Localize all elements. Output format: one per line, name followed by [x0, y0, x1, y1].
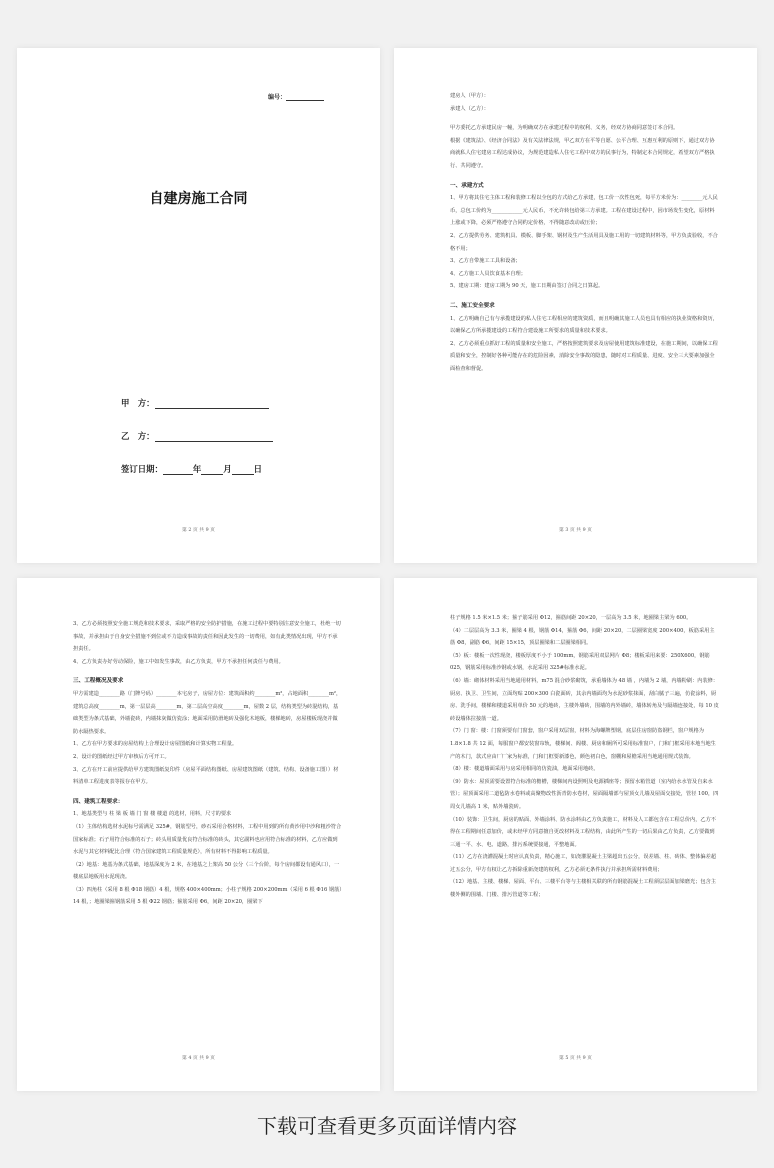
paragraph: 4、乙方负责办好劳动保险，施工中如发生事故，由乙方负责，甲方不承担任何责任与费用。 — [73, 658, 284, 665]
paragraph: 1、地基类型与 柱 梁 板 墙 门 窗 楼 楼道 的选材，用料，尺寸的要求 — [73, 811, 232, 818]
document-page-2 — [394, 48, 757, 563]
paragraph: （10）装饰：卫生间，厨房的贴面、外墙涂料、防水涂料由乙方负责施工，材料及人工都包含在工程总价内，乙方不得在工程期间任意加价，或未经甲方同意擅自更改材料及工程结构，由此所产生的一切后果由乙方负责，乙方要做到三通一平、水、电、道路，排污系统要接通，平整地面。 — [450, 816, 716, 848]
page-footer: 第 5 页 共 9 页 — [559, 1056, 592, 1061]
paragraph: （4）二层层高为 3.3 米，圈梁 4 根，钢筋 Φ14，箍筋 Φ6，间距 20×20，二层圈梁宽度 200×400，板筋采用主筋 Φ8，副筋 Φ6，间距 15×15，顶层圈梁和二层圈梁相同。 — [450, 627, 715, 647]
paragraph: 1、乙方在甲方要求的房屋结构上合理设计房屋图纸和计算实物工程量。 — [73, 741, 238, 748]
page-footer: 第 4 页 共 9 页 — [182, 1056, 215, 1061]
paragraph: 5、建房工期：建房工期为 90 天，施工日期由签订合同之日算起。 — [450, 283, 604, 290]
paragraph: 1、乙方明确自己有与承揽建设的私人住宅工程相应的建筑资质，而且明确其施工人员也具有相应的执业资格和资历，以确保乙方所承揽建设的工程符合建设施工所要求的质量和技术要求。 — [450, 315, 718, 335]
contract-number-label: 编号： — [267, 94, 286, 101]
section-heading: 二、施工安全要求 — [450, 302, 495, 309]
paragraph: （9）防水：屋顶需要设置符合标准的檐槽，楼梯间内设照明及电源插座等；预留水箱管道（室内给水水管及自来水管）；屋顶面采用二道毡防水卷料或高聚物改性沥青防水卷材，屋面隔墙部与屋顶女儿墙及屋面交接处，管径 100，四周女儿墙高 1 米，贴外墙瓷砖。 — [450, 778, 719, 810]
download-more-caption: 下载可查看更多页面详情内容 — [257, 1114, 517, 1138]
paragraph: 3、乙方自带施工工具和设备； — [450, 258, 521, 265]
party-b-label: 乙 方： — [121, 431, 155, 441]
paragraph: （5）板：楼板一次性现浇，楼板厚度不小于 100mm，钢筋采用双层网片 Φ8；楼板采用来要：250X600，钢筋 025，钢筋采用标准沙钢或水钢，水泥采用 325#标准水泥。 — [450, 652, 710, 672]
page-footer: 第 2 页 共 9 页 — [182, 528, 215, 533]
page-body — [450, 90, 719, 375]
party-b-field — [121, 430, 273, 442]
section-heading: 一、承建方式 — [450, 182, 484, 189]
paragraph: 1、甲方将其住宅主体工程和装修工程以全包的方式给乙方承建，包工价一次性包死，每平方米价为：________元人民币，总包工价约为____________元人民币，不允许转包给第三方承建。工程在建设过程中，因市场发生变化，原材料上涨或下降，必须严格遵守合同约定价格，不得随意改动或压价； — [450, 195, 718, 227]
section-heading: 四、建筑工程要求： — [73, 798, 124, 805]
paragraph: 根据《建筑法》、《经济合同法》及有关法律法规，甲乙双方在平等自愿、公平合理、互惠互利的原则下，通过双方协商就私人住宅建房工程达成协议，为规范建造私人住宅工程中双方的民事行为，特制定本合同规定，希望双方严格执行、共同遵守。 — [450, 137, 715, 169]
paragraph: 4、乙方施工人员饮食基本自理； — [450, 270, 526, 277]
paragraph: （11）乙方在浇灌混凝土时应认真负责，精心施工，如浇灌混凝土主梁超出五公分，误差墙、柱、砖体、整体偏差超过五公分，甲方有权让乙方拆除重新浇建的权利，乙方必须无条件执行并承担所需材料费用； — [450, 854, 716, 873]
paragraph: 2、设计的图纸经过甲方审核后方可开工。 — [73, 753, 170, 760]
paragraph: 甲方委托乙方承建民房一幢，为明确双方在承建过程中的权利、义务，经双方协商同意签订本合同。 — [450, 125, 679, 132]
party-a-label: 甲 方： — [121, 398, 155, 408]
paragraph: 甲方需建造________路（门牌号码）________本宅房子，房屋方位：建筑面积约________m²，占地面积________m²，建筑总高度________m，第一层层高________m，第二层高空高度________m，屋数 2 层，结构类型为砖混结构，基础类型为条式基础，外墙瓷砖，内墙抹灰做仿瓷涂；地面采用防滑地砖及强化木地板，楼梯地砖，房屋楼板现浇并做防水隔热要求。 — [73, 690, 342, 735]
party-a-field — [121, 397, 269, 409]
contract-number — [268, 92, 324, 101]
paragraph: （2）地基：地基为条式基础，地基深度为 2 米，在地基之上架高 50 公分（三个台阶，每个房间都设有通风口），一楼底层地板用水泥现浇。 — [73, 861, 340, 881]
party-b-blank — [155, 433, 273, 442]
sign-date-label: 签订日期： — [121, 464, 163, 474]
document-page-3 — [17, 578, 380, 1091]
contract-number-blank — [286, 94, 324, 101]
paragraph: 柱子规格 1.5 米×1.5 米；箍子筋采用 Φ12，箍筋间距 20×20，一层高为 3.5 米，地圈梁主梁为 600。 — [450, 615, 692, 621]
sign-date-field: 签订日期： 年 月 日 — [121, 464, 262, 474]
paragraph: （8）楼：楼道墙面采用与房采用相同的仿瓷油，地面采用地砖。 — [450, 766, 599, 773]
section-heading: 三、工程概况及要求 — [73, 678, 124, 685]
paragraph: （6）墙：砌体材料采用当地通用材料，m75 混合砂浆砌筑，承重墙体为 48 墙 ，内墙为 2 墙，内墙粉刷：内装修：厨房、执卫、卫生间，立面均贴 200×300 白瓷面砖，其余内墙面均为水泥砂浆抹面，刮白腻子三遍，仿瓷涂料，厨房、洗手间，楼梯和楼道采用单价 50 元的地砖，主楼外墙砖，围墙的内外墙砖，墙体转角及与隔墙连接处，每 10 皮砖设墙体拉接筋一道。 — [450, 677, 719, 722]
contract-title: 自建房施工合同 — [149, 191, 248, 207]
party-a-line: 建房人（甲方）： — [450, 93, 489, 99]
paragraph: （12）地基、主楼、楼梯、屋面、平台、三楼平台等与主楼相关联的所有钢筋混凝土工程须层层面加梁磨光；包含主楼外侧的围墙、门楼、排污管道等工程； — [450, 879, 716, 899]
page-body — [73, 618, 342, 909]
paragraph: （1）主体结构选材水泥标号需满足 325#，钢筋型号，砂石采用合格材料，工程中用到的所有黄沙用中沙和粗沙符合国家标准；石子用符合标准的石子；砖头用质量优良符合标准的砖头，其它副料也应用符合标准的材料，乙方应做到水泥与其它材料配比合理（符合国家建筑工程质量规范），所有材料不得影响工程质量。 — [73, 823, 342, 856]
page-body — [450, 612, 719, 902]
paragraph: 2、乙方必须重点抓好工程的质量和安全施工，严格按照建筑要求及房屋使用建筑标准建设，在施工期间，以确保工程质量和安全，控制好各种可能存在的危险因素，消除安全事故的隐患，随时对工程质量、进度、安全三大要素加强全面检查和督促。 — [450, 340, 718, 372]
party-b-line: 承建人（乙方）： — [450, 105, 489, 112]
document-page-4 — [394, 578, 757, 1091]
document-page-cover — [17, 48, 380, 563]
paragraph: 3、乙方在开工前应提供给甲方建筑图纸复印件（房屋平面结构图纸、房屋建筑图纸（建筑、结构、设备施工图））材料清单工程进度表等报存在甲方。 — [73, 766, 339, 786]
paragraph: （3）四角柱（采用 8 根 Φ18 钢筋）4 根，规格 400×400mm；小柱子规格 200×200mm（采用 6 根 Φ16 钢筋）14 根，；地圈梁箍钢筋采用 5 根 Φ22 钢筋；箍筋采用 Φ6，间距 20×20，圈梁下 — [73, 886, 342, 906]
paragraph: （7）门 窗：楼：门窗须要有门窗套，窗户采用双层窗，材料为海螺牌塑钢，底层住房窗防盗钢栏，窗户规格为 1.8×1.8 共 12 面，每服窗户都安装窗帘轨，楼梯间、阁楼、厨房和厕所可采用标准窗户，门和门框采用本地当地生产的木门，款式应由厂厂家为标准，门和门框要新漆色，颜色初白色，窗棚和屋檐采用当地通用规式装饰。 — [450, 728, 716, 760]
paragraph: 2、乙方提供劳务、建筑机具、模板、脚手架、钢材及生产生活用具及施工用的一切建筑材料等，甲方负责验收，不合格不用； — [450, 232, 718, 252]
party-a-blank — [155, 400, 269, 409]
page-footer: 第 3 页 共 9 页 — [559, 528, 592, 533]
paragraph: 3、乙方必须按照安全施工规范和技术要求，采取严格的安全防护措施，在施工过程中要特别注意安全施工，杜绝一切事故，并承担由于自身安全措施不到位或不力造成事故的责任和因此发生的一切费用，如有此类情况出现，甲方不承担责任。 — [73, 621, 341, 653]
